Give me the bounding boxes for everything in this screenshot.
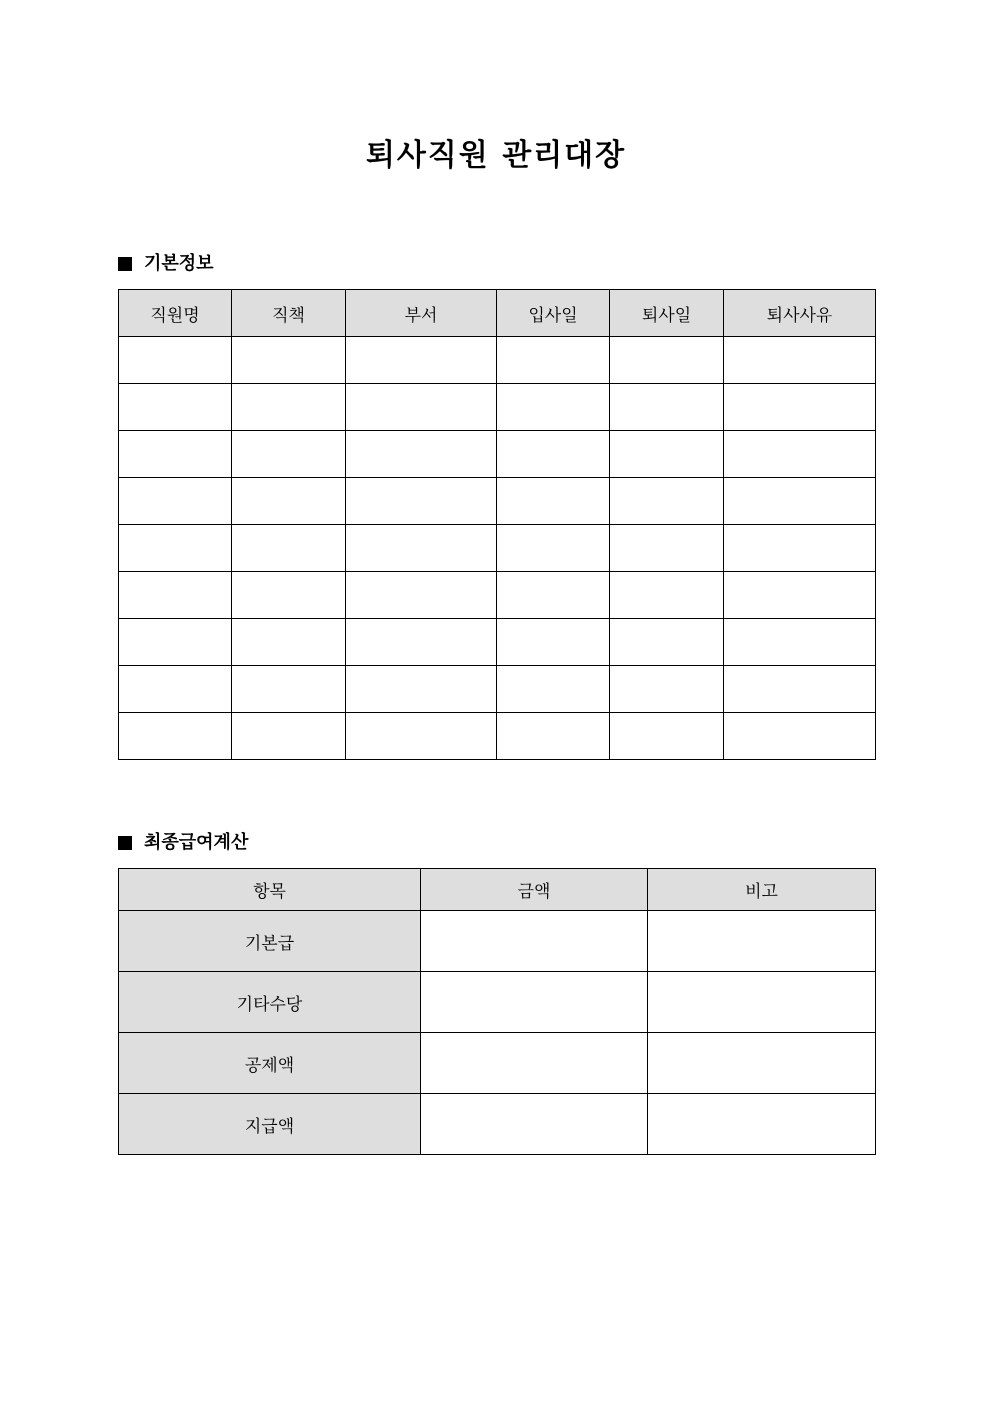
- table-row: [119, 666, 876, 713]
- hire-date-cell[interactable]: [497, 619, 610, 666]
- position-cell[interactable]: [232, 666, 346, 713]
- department-cell[interactable]: [346, 431, 497, 478]
- resign-reason-cell[interactable]: [724, 525, 876, 572]
- table-row: [119, 431, 876, 478]
- name-cell[interactable]: [119, 431, 232, 478]
- hire-date-cell[interactable]: [497, 666, 610, 713]
- table-row: [119, 972, 876, 1033]
- table-row: [119, 713, 876, 760]
- hire-date-cell[interactable]: [497, 713, 610, 760]
- department-cell[interactable]: [346, 478, 497, 525]
- row-label-base-pay: 기본급: [119, 911, 421, 972]
- column-header-amount: 금액: [421, 869, 648, 911]
- resign-date-cell[interactable]: [610, 431, 724, 478]
- amount-cell[interactable]: [421, 972, 648, 1033]
- position-cell[interactable]: [232, 713, 346, 760]
- row-label-payment: 지급액: [119, 1094, 421, 1155]
- resign-date-cell[interactable]: [610, 384, 724, 431]
- position-cell[interactable]: [232, 431, 346, 478]
- position-cell[interactable]: [232, 619, 346, 666]
- resign-reason-cell[interactable]: [724, 337, 876, 384]
- resign-reason-cell[interactable]: [724, 384, 876, 431]
- position-cell[interactable]: [232, 525, 346, 572]
- column-header-item: 항목: [119, 869, 421, 911]
- resign-date-cell[interactable]: [610, 337, 724, 384]
- name-cell[interactable]: [119, 572, 232, 619]
- name-cell[interactable]: [119, 478, 232, 525]
- department-cell[interactable]: [346, 572, 497, 619]
- section-heading-basic-info: [118, 252, 214, 276]
- row-label-other-allowance: 기타수당: [119, 972, 421, 1033]
- table-row: [119, 337, 876, 384]
- table-row: [119, 911, 876, 972]
- section-heading-label: 최종급여계산: [144, 832, 249, 853]
- hire-date-cell[interactable]: [497, 572, 610, 619]
- note-cell[interactable]: [648, 1094, 876, 1155]
- resign-reason-cell[interactable]: [724, 572, 876, 619]
- department-cell[interactable]: [346, 384, 497, 431]
- table-header-row: [119, 869, 876, 911]
- square-bullet-icon: [118, 257, 132, 271]
- position-cell[interactable]: [232, 384, 346, 431]
- table-header-row: [119, 290, 876, 337]
- name-cell[interactable]: [119, 384, 232, 431]
- position-cell[interactable]: [232, 337, 346, 384]
- hire-date-cell[interactable]: [497, 431, 610, 478]
- table-row: [119, 572, 876, 619]
- square-bullet-icon: [118, 836, 132, 850]
- final-pay-table: [118, 868, 876, 1155]
- name-cell[interactable]: [119, 666, 232, 713]
- note-cell[interactable]: [648, 972, 876, 1033]
- column-header-position: 직책: [232, 290, 346, 337]
- resign-date-cell[interactable]: [610, 713, 724, 760]
- column-header-resign-reason: 퇴사사유: [724, 290, 876, 337]
- name-cell[interactable]: [119, 619, 232, 666]
- document-title: 퇴사직원 관리대장: [365, 138, 627, 173]
- resign-date-cell[interactable]: [610, 572, 724, 619]
- department-cell[interactable]: [346, 713, 497, 760]
- resign-reason-cell[interactable]: [724, 431, 876, 478]
- resign-date-cell[interactable]: [610, 525, 724, 572]
- table-row: [119, 1033, 876, 1094]
- amount-cell[interactable]: [421, 1033, 648, 1094]
- name-cell[interactable]: [119, 713, 232, 760]
- resign-reason-cell[interactable]: [724, 666, 876, 713]
- basic-info-rows: [119, 337, 876, 760]
- table-row: [119, 619, 876, 666]
- name-cell[interactable]: [119, 337, 232, 384]
- column-header-resign-date: 퇴사일: [610, 290, 724, 337]
- column-header-name: 직원명: [119, 290, 232, 337]
- column-header-note: 비고: [648, 869, 876, 911]
- table-row: [119, 478, 876, 525]
- hire-date-cell[interactable]: [497, 384, 610, 431]
- resign-date-cell[interactable]: [610, 666, 724, 713]
- name-cell[interactable]: [119, 525, 232, 572]
- section-heading-final-pay: [118, 831, 248, 855]
- resign-reason-cell[interactable]: [724, 713, 876, 760]
- table-row: [119, 384, 876, 431]
- resign-date-cell[interactable]: [610, 619, 724, 666]
- column-header-department: 부서: [346, 290, 497, 337]
- amount-cell[interactable]: [421, 1094, 648, 1155]
- department-cell[interactable]: [346, 666, 497, 713]
- basic-info-table: [118, 289, 876, 760]
- row-label-deduction: 공제액: [119, 1033, 421, 1094]
- table-row: [119, 525, 876, 572]
- department-cell[interactable]: [346, 525, 497, 572]
- position-cell[interactable]: [232, 572, 346, 619]
- column-header-hire-date: 입사일: [497, 290, 610, 337]
- resign-reason-cell[interactable]: [724, 619, 876, 666]
- department-cell[interactable]: [346, 337, 497, 384]
- hire-date-cell[interactable]: [497, 337, 610, 384]
- note-cell[interactable]: [648, 1033, 876, 1094]
- resign-reason-cell[interactable]: [724, 478, 876, 525]
- hire-date-cell[interactable]: [497, 478, 610, 525]
- position-cell[interactable]: [232, 478, 346, 525]
- resign-date-cell[interactable]: [610, 478, 724, 525]
- department-cell[interactable]: [346, 619, 497, 666]
- hire-date-cell[interactable]: [497, 525, 610, 572]
- table-row: [119, 1094, 876, 1155]
- amount-cell[interactable]: [421, 911, 648, 972]
- note-cell[interactable]: [648, 911, 876, 972]
- section-heading-label: 기본정보: [144, 253, 214, 274]
